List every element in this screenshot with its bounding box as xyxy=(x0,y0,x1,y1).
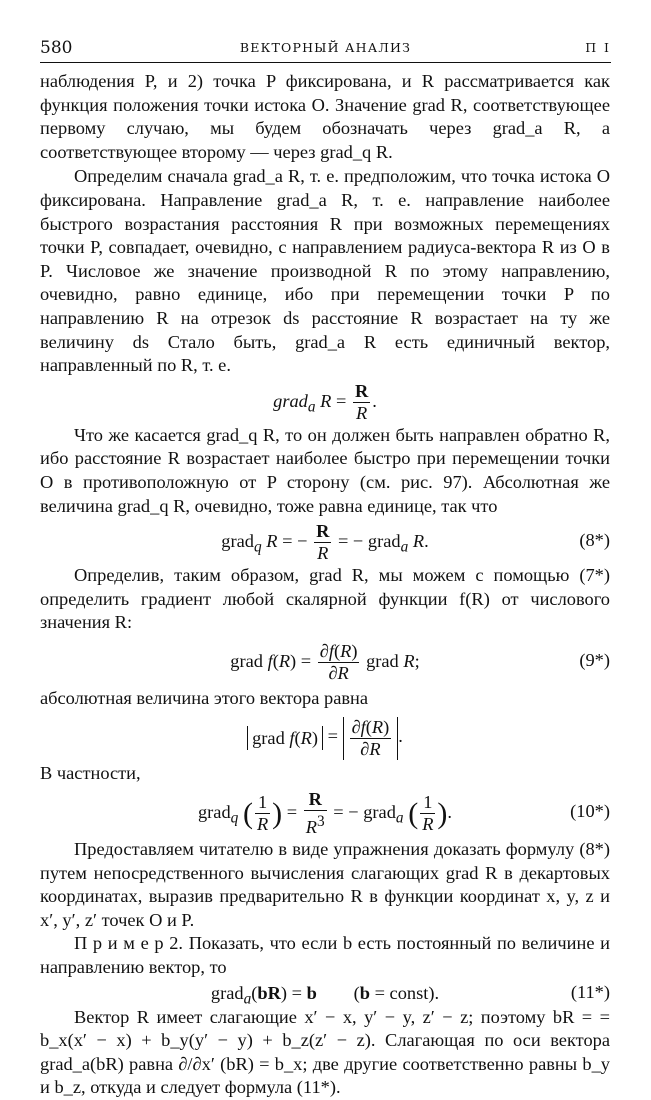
example-title: П р и м е р 2. xyxy=(74,933,184,954)
equation-10-label: (10*) xyxy=(570,801,610,822)
page-number: 580 xyxy=(40,38,73,58)
header-rule xyxy=(40,62,611,63)
equation-10: grad$_q$ ( $\frac{1}{R}$ ) = $\frac{R}{R^3}$ = − grad$_a$ ( $\frac{1}{R}$ ). (10*) xyxy=(197,789,610,838)
example-text: Показать, что если b есть постоянный по величине и направлению вектор, то xyxy=(40,933,610,978)
paragraph-2: Определим сначала grad_a R, т. е. предположим, что точка истока O фиксирована. Направление grad_a R, т. е. направление наиболее быстрого возрастания расстояния R при возможных перемещениях точки P, совпадает, очевидно, с направлением радиуса-вектора R из O в P. Числовое же значение производной R по этому направлению, очевидно, равно единице, ибо при перемещении точки P по направлению R на отрезок ds расстояние R возрастает на ту же величину ds Стало быть, grad_a R есть единичный вектор, направленный по R, т. е. xyxy=(40,166,610,376)
page-body xyxy=(40,70,610,1100)
equation-grad-a: grad$_a$ R = $\frac{R}{R}$ . xyxy=(273,381,377,423)
equation-abs: grad f(R) = $\frac{\partial f(R)}{\partial R}$ . xyxy=(40,710,610,762)
equation-9: grad f(R) = $\frac{\partial f(R)}{\partial R}$ grad R; (9*) xyxy=(230,641,610,684)
equation-11: grad$_a$(bR) = b (b = const). (11*) xyxy=(210,981,610,1008)
paragraph-5: абсолютная величина этого вектора равна xyxy=(40,687,369,708)
paragraph-3: Что же касается grad_q R, то он должен быть направлен обратно R, ибо расстояние R возрастает наиболее быстро при перемещении точки O в противоположную от P сторону (см. рис. 97). Абсолютная же величина grad_q R, очевидно, тоже равна единице, так что xyxy=(40,424,610,516)
paragraph-7: Предоставляем читателю в виде упражнения доказать формулу (8*) путем непосредственного вычисления слагающих grad R в декартовых координатах, выразив предварительно R в функции координат x, y, z и x′, y′, z′ точек O и P. xyxy=(40,839,610,930)
equation-8: grad$_q$ R = − $\frac{R}{R}$ = − grad$_a$ R. (8*) xyxy=(221,521,610,564)
chapter-mark: П I xyxy=(585,40,611,55)
paragraph-8 xyxy=(40,932,610,979)
paragraph-4: Определив, таким образом, grad R, мы можем с помощью (7*) определить градиент любой скалярной функции f(R) от числового значения R: xyxy=(40,565,610,633)
equation-11-label: (11*) xyxy=(570,981,610,1002)
paragraph-9: Вектор R имеет слагающие x′ − x, y′ − y, z′ − z; поэтому bR = = b_x(x′ − x) + b_y(y′ − y) + b_z(z′ − z). Слагающая по оси вектора grad_a(bR) равна ∂/∂x′ (bR) = b_x; две другие соответственно равны b_y и b_z, откуда и следует формула (11*). xyxy=(40,1006,610,1098)
paragraph-1: наблюдения P, и 2) точка P фиксирована, и R рассматривается как функция положения точки истока O. Значение grad R, соответствующее первому случаю, мы будем обозначать через grad_a R, а соответствующее второму — через grad_q R. xyxy=(40,71,610,162)
equation-8-label: (8*) xyxy=(579,530,610,551)
page-header xyxy=(40,38,611,62)
running-title: ВЕКТОРНЫЙ АНАЛИЗ xyxy=(239,40,412,55)
equation-9-label: (9*) xyxy=(579,650,610,671)
paragraph-6: В частности, xyxy=(40,763,141,784)
